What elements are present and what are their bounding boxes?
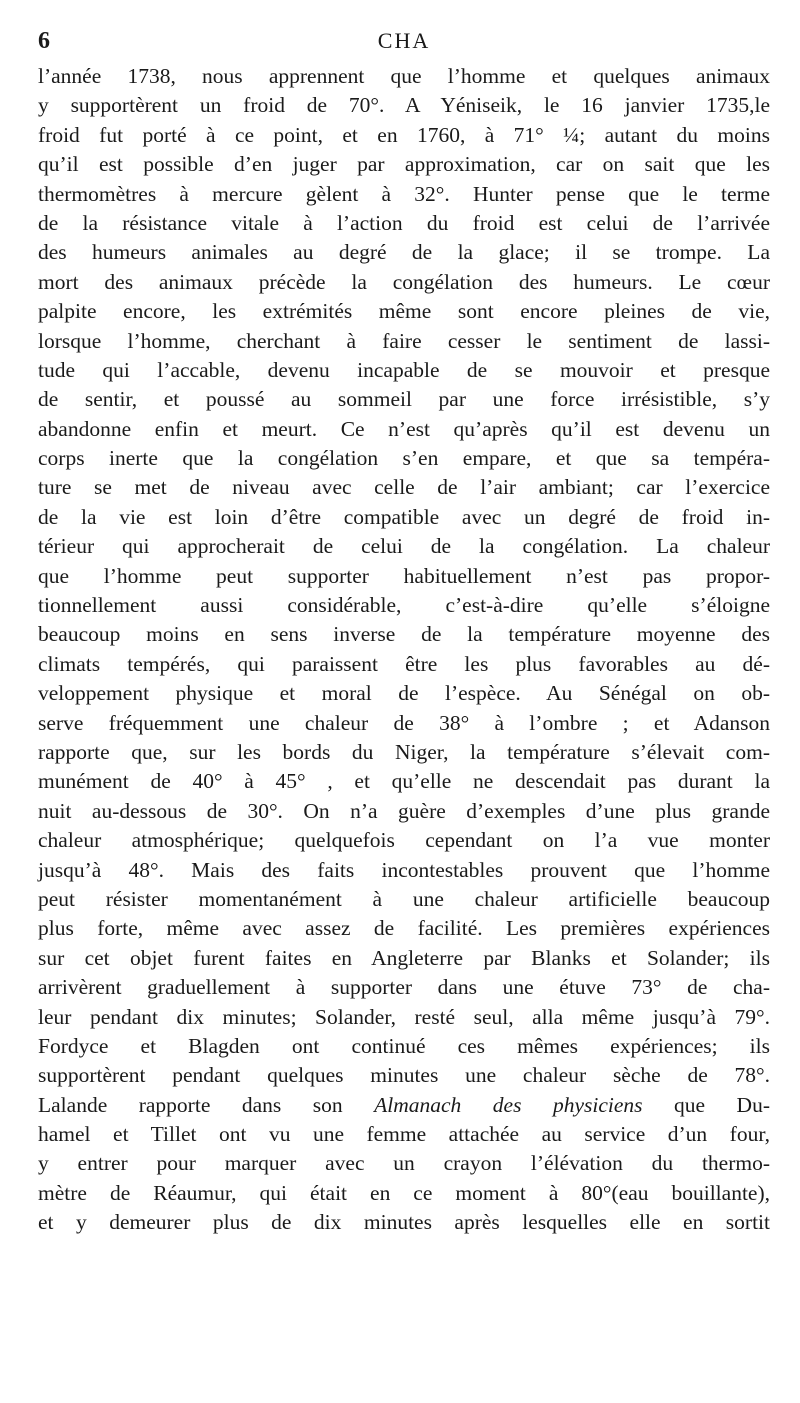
text-line: lorsque l’homme, cherchant à faire cesser le sentiment de lassi- [38,328,770,353]
text-line: y entrer pour marquer avec un crayon l’élévation du thermo- [38,1151,770,1176]
text-line: y supportèrent un froid de 70°. A Yéniseik, le 16 janvier 1735,le [38,93,770,118]
text-line: des humeurs animales au degré de la glace; il se trompe. La [38,240,770,265]
text-line: froid fut porté à ce point, et en 1760, à 71° ¼; autant du moins [38,122,770,147]
body-text [38,62,770,1238]
text-line: peut résister momentanément à une chaleur artificielle beaucoup [38,886,770,911]
text-line: munément de 40° à 45° , et qu’elle ne descendait pas durant la [38,769,770,794]
text-line: corps inerte que la congélation s’en empare, et que sa tempéra- [38,446,770,471]
book-page [38,28,770,1238]
text-line: l’année 1738, nous apprennent que l’homme et quelques animaux [38,64,770,88]
text-line: de la vie est loin d’être compatible avec un degré de froid in- [38,504,770,529]
text-line: beaucoup moins en sens inverse de la température moyenne des [38,622,770,647]
text-line: térieur qui approcherait de celui de la congélation. La chaleur [38,534,770,559]
text-line: plus forte, même avec assez de facilité. Les premières expériences [38,916,770,941]
text-line: climats tempérés, qui paraissent être les plus favorables au dé- [38,651,770,676]
text-line: que l’homme peut supporter habituellement n’est pas propor- [38,563,770,588]
text-line: arrivèrent graduellement à supporter dans une étuve 73° de cha- [38,975,770,1000]
text-line: jusqu’à 48°. Mais des faits incontestables prouvent que l’homme [38,857,770,882]
text-line: sur cet objet furent faites en Angleterre par Blanks et Solander; ils [38,945,770,970]
page-number: 6 [38,28,50,54]
text-line: chaleur atmosphérique; quelquefois cependant on l’a vue monter [38,828,770,853]
text-line: mètre de Réaumur, qui était en ce moment à 80°(eau bouillante), [38,1180,770,1205]
text-line: abandonne enfin et meurt. Ce n’est qu’après qu’il est devenu un [38,416,770,441]
text-line: leur pendant dix minutes; Solander, resté seul, alla même jusqu’à 79°. [38,1004,770,1029]
text-line: veloppement physique et moral de l’espèce. Au Sénégal on ob- [38,681,770,706]
text-line: nuit au-dessous de 30°. On n’a guère d’exemples d’une plus grande [38,798,770,823]
text-line: ture se met de niveau avec celle de l’air ambiant; car l’exercice [38,475,770,500]
page-header [38,28,770,62]
text-line: qu’il est possible d’en juger par approximation, car on sait que les [38,152,770,177]
text-line: hamel et Tillet ont vu une femme attachée au service d’un four, [38,1122,770,1147]
text-line: supportèrent pendant quelques minutes une chaleur sèche de 78°. [38,1063,770,1088]
text-line: de sentir, et poussé au sommeil par une force irrésistible, s’y [38,387,770,412]
text-line: Fordyce et Blagden ont continué ces mêmes expériences; ils [38,1033,770,1058]
text-line: serve fréquemment une chaleur de 38° à l’ombre ; et Adanson [38,710,770,735]
running-head: CHA [377,28,431,53]
text-line: tude qui l’accable, devenu incapable de se mouvoir et presque [38,357,770,382]
text-line: de la résistance vitale à l’action du froid est celui de l’arrivée [38,210,770,235]
text-line: mort des animaux précède la congélation des humeurs. Le cœur [38,269,770,294]
text-line: thermomètres à mercure gèlent à 32°. Hunter pense que le terme [38,181,770,206]
text-line: et y demeurer plus de dix minutes après lesquelles elle en sortit [38,1210,770,1235]
text-line: tionnellement aussi considérable, c’est-à-dire qu’elle s’éloigne [38,593,770,618]
text-line: Lalande rapporte dans son Almanach des physiciens que Du- [38,1092,770,1117]
text-line: rapporte que, sur les bords du Niger, la température s’élevait com- [38,739,770,764]
text-line: palpite encore, les extrémités même sont encore pleines de vie, [38,299,770,324]
